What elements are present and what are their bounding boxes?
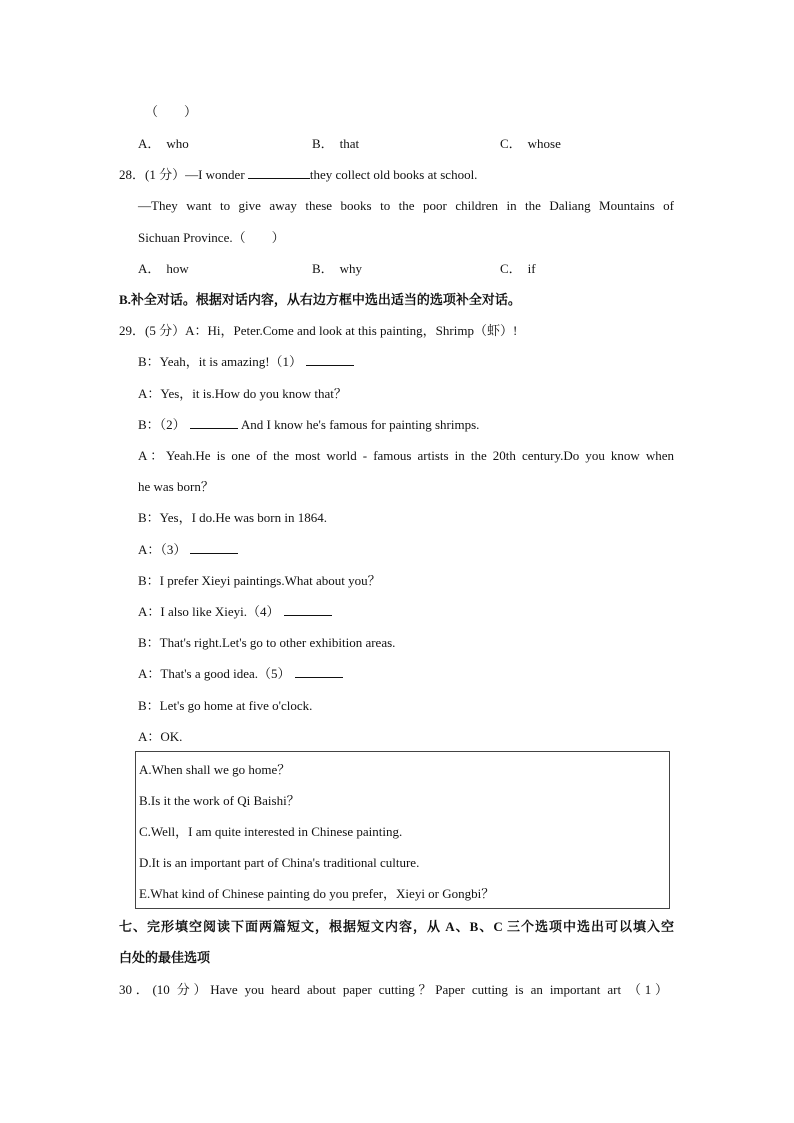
- q29-head: 29．(5 分）A：Hi，Peter.Come and look at this painting，Shrimp（虾）!: [119, 323, 518, 338]
- dialogue-line-4: A：Yeah.He is one of the most world - famous artists in the 20th century.Do you know when: [138, 448, 674, 463]
- dialogue-line-6: B：Yes，I do.He was born in 1864.: [138, 510, 327, 525]
- dialogue-line-8: B：I prefer Xieyi paintings.What about you？: [138, 573, 381, 588]
- q28-line3: Sichuan Province.（ ）: [138, 230, 285, 245]
- answer-blank: [248, 166, 310, 179]
- section-b-heading: B.补全对话。根据对话内容，从右边方框中选出适当的选项补全对话。: [119, 292, 521, 307]
- box-option-e: E.What kind of Chinese painting do you prefer，Xieyi or Gongbi？: [139, 886, 495, 901]
- answer-blank: [284, 603, 332, 616]
- dialogue-text: B：Yeah，it is amazing!（1）: [138, 354, 303, 369]
- option-letter: C．: [500, 261, 522, 276]
- answer-blank: [295, 665, 343, 678]
- dialogue-line-9: [138, 603, 332, 621]
- section-7-heading-line2: 白处的最佳选项: [119, 950, 211, 965]
- dialogue-line-2: A：Yes，it is.How do you know that？: [138, 386, 347, 401]
- q28-question: [119, 166, 477, 184]
- options-box: [135, 751, 670, 909]
- option-text: that: [339, 136, 360, 151]
- q27-option-c: [500, 135, 561, 153]
- option-letter: C．: [500, 136, 522, 151]
- dialogue-line-3: [138, 416, 479, 434]
- q28-option-a: [138, 260, 189, 278]
- box-option-a: A.When shall we go home？: [139, 762, 291, 777]
- dialogue-line-11: [138, 665, 343, 683]
- dialogue-line-5: he was born？: [138, 479, 214, 494]
- option-text: who: [166, 136, 189, 151]
- answer-blank: [190, 541, 238, 554]
- answer-blank: [306, 353, 354, 366]
- q27-option-a: [138, 135, 189, 153]
- q28-line2: —They want to give away these books to the poor children in the Daliang Mountains of: [138, 198, 674, 213]
- dialogue-text: A：That's a good idea.（5）: [138, 666, 291, 681]
- section-7-heading-line1: 七、完形填空阅读下面两篇短文，根据短文内容，从 A、B、C 三个选项中选出可以填入空: [119, 919, 674, 934]
- option-text: if: [527, 261, 536, 276]
- dialogue-line-1: [138, 353, 354, 371]
- box-option-d: D.It is an important part of China's traditional culture.: [139, 855, 420, 870]
- q28-option-b: [312, 260, 362, 278]
- q28-prefix: 28．(1 分）—I wonder: [119, 167, 248, 182]
- dialogue-line-7: [138, 541, 238, 559]
- option-letter: B．: [312, 261, 334, 276]
- dialogue-text: A：（3）: [138, 542, 187, 557]
- option-text: how: [166, 261, 189, 276]
- dialogue-text: B：（2）: [138, 417, 186, 432]
- q27-paren: （ ）: [145, 104, 198, 119]
- q28-option-c: [500, 260, 536, 278]
- option-text: whose: [527, 136, 561, 151]
- q27-option-b: [312, 135, 359, 153]
- dialogue-text-after: And I know he's famous for painting shrimps.: [237, 417, 480, 432]
- option-letter: A．: [138, 261, 161, 276]
- q28-suffix: they collect old books at school.: [309, 167, 478, 182]
- option-letter: A．: [138, 136, 161, 151]
- dialogue-line-10: B：That's right.Let's go to other exhibition areas.: [138, 635, 396, 650]
- dialogue-line-13: A：OK.: [138, 729, 183, 744]
- dialogue-line-12: B：Let's go home at five o'clock.: [138, 698, 313, 713]
- dialogue-text: A：I also like Xieyi.（4）: [138, 604, 280, 619]
- box-option-c: C.Well，I am quite interested in Chinese painting.: [139, 824, 403, 839]
- q30-question: 30．(10 分）Have you heard about paper cutting？Paper cutting is an important art （1）: [119, 982, 668, 997]
- option-letter: B．: [312, 136, 334, 151]
- answer-blank: [190, 416, 238, 429]
- option-text: why: [339, 261, 363, 276]
- box-option-b: B.Is it the work of Qi Baishi？: [139, 793, 300, 808]
